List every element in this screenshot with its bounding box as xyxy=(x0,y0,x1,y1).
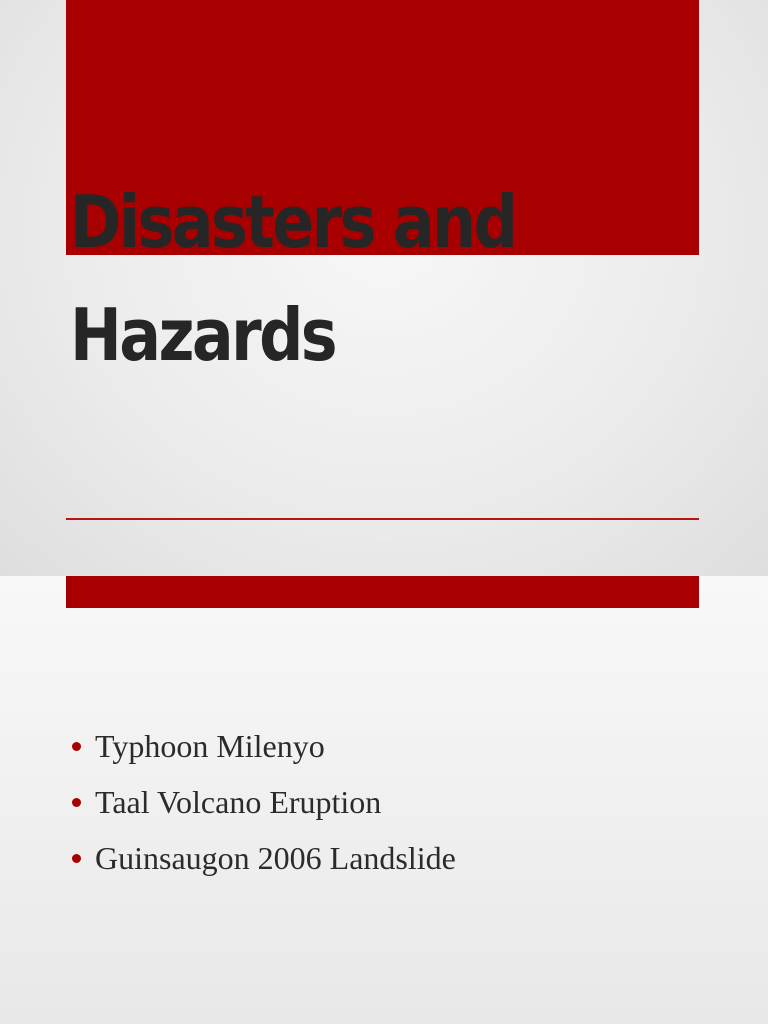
slide-title-line-1: Disasters and xyxy=(70,180,516,264)
title-divider-line xyxy=(66,518,699,520)
content-slide xyxy=(0,576,768,1024)
bullet-item-landslide: Guinsaugon 2006 Landslide xyxy=(70,830,456,886)
bullet-item-typhoon: Typhoon Milenyo xyxy=(70,718,456,774)
bullet-item-volcano: Taal Volcano Eruption xyxy=(70,774,456,830)
bullet-list xyxy=(70,718,456,886)
slide-title xyxy=(70,166,620,392)
content-red-band xyxy=(66,576,699,608)
slide-title-line-2: Hazards xyxy=(70,293,336,377)
